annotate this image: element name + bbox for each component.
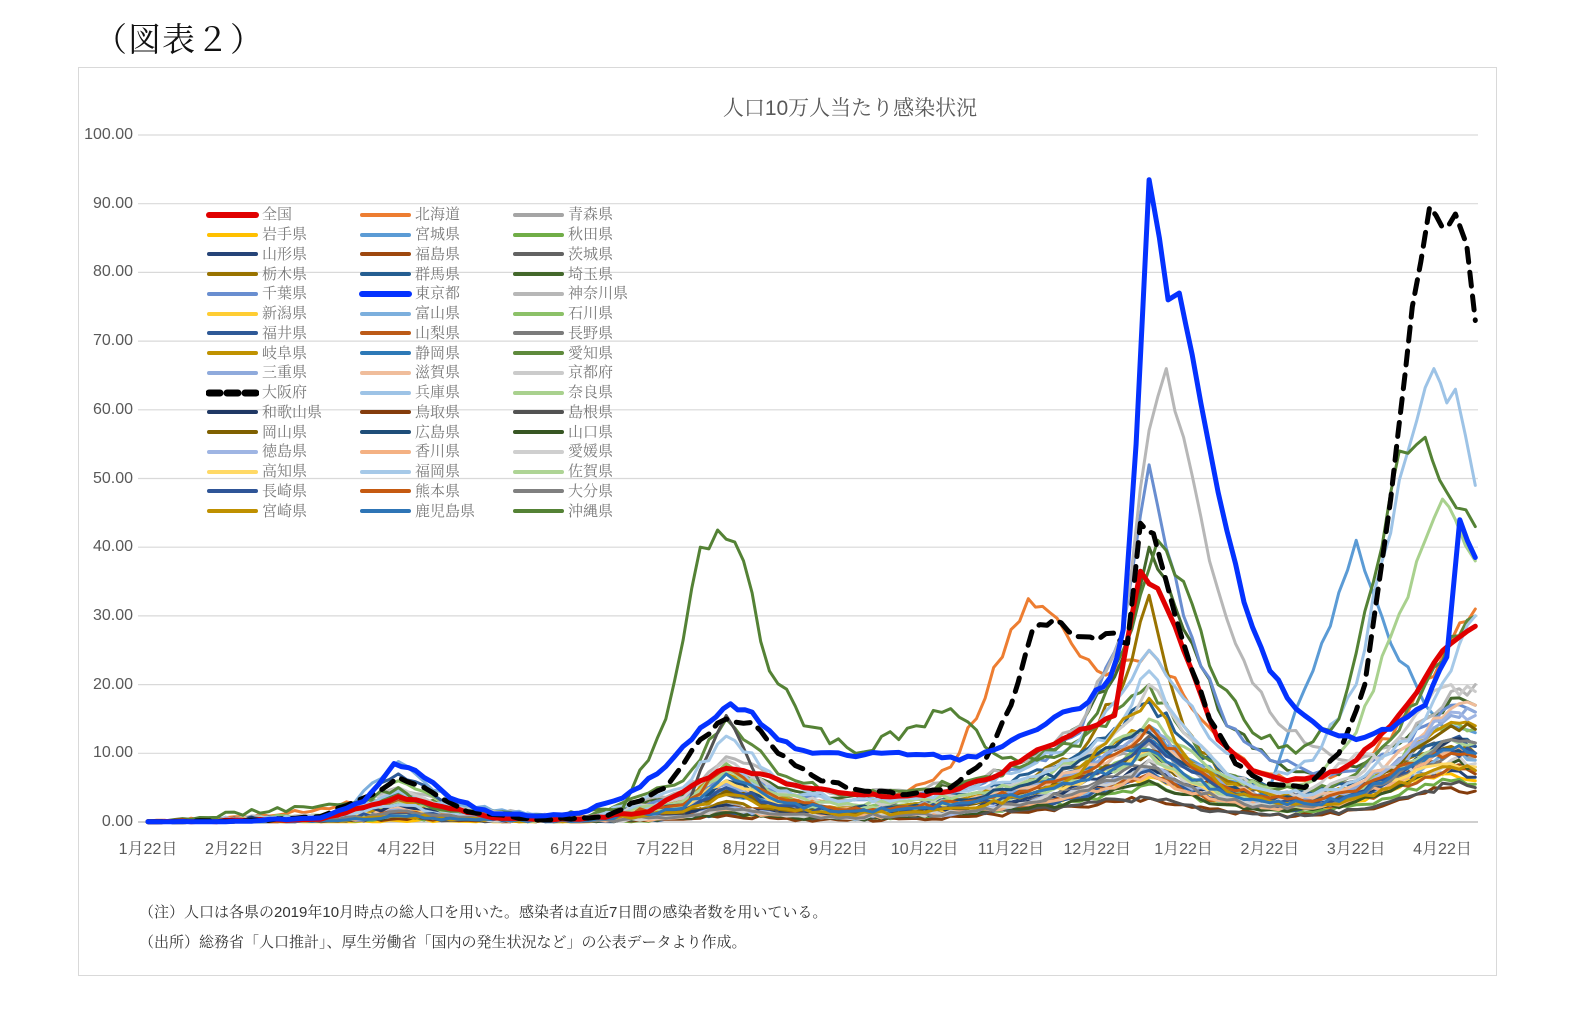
legend-swatch bbox=[206, 309, 259, 319]
legend-item-福井県 bbox=[206, 324, 359, 344]
legend-swatch bbox=[206, 427, 259, 437]
legend-item-大阪府 bbox=[206, 383, 359, 403]
legend-label: 広島県 bbox=[415, 423, 461, 441]
legend-label: 愛媛県 bbox=[568, 443, 614, 461]
legend-swatch bbox=[512, 230, 565, 240]
legend-swatch bbox=[512, 486, 565, 496]
legend-label: 神奈川県 bbox=[568, 285, 629, 303]
legend-swatch bbox=[206, 328, 259, 338]
legend-swatch bbox=[206, 467, 259, 477]
legend-item-栃木県 bbox=[206, 264, 359, 284]
legend-swatch bbox=[512, 269, 565, 279]
y-tick-label: 10.00 bbox=[92, 744, 133, 762]
legend-label: 宮城県 bbox=[415, 226, 461, 244]
legend-item-千葉県 bbox=[206, 284, 359, 304]
legend-item-北海道 bbox=[359, 205, 512, 225]
x-tick-label: 1月22日 bbox=[1154, 841, 1213, 858]
legend-swatch bbox=[512, 506, 565, 516]
y-tick-label: 80.00 bbox=[92, 263, 133, 281]
legend-label: 山口県 bbox=[568, 423, 614, 441]
x-tick-label: 5月22日 bbox=[463, 841, 523, 858]
legend-swatch bbox=[359, 269, 412, 279]
figure-label: （図表２） bbox=[94, 23, 264, 59]
legend-label: 長野県 bbox=[568, 324, 614, 342]
legend-item-宮城県 bbox=[359, 225, 512, 245]
x-tick-label: 1月22日 bbox=[118, 841, 178, 858]
legend-item-岐阜県 bbox=[206, 343, 359, 363]
note-line-1: （注）人口は各県の2019年10月時点の総人口を用いた。感染者は直近7日間の感染者数を用いている。 bbox=[139, 904, 828, 921]
legend-label: 福井県 bbox=[262, 324, 308, 342]
legend-label: 山形県 bbox=[262, 245, 308, 263]
legend-label: 島根県 bbox=[568, 403, 614, 421]
legend-swatch bbox=[359, 348, 412, 358]
legend-label: 北海道 bbox=[415, 206, 461, 224]
legend-swatch bbox=[359, 427, 412, 437]
x-tick-label: 10月22日 bbox=[890, 841, 959, 858]
legend-item-長崎県 bbox=[206, 482, 359, 502]
legend-item-群馬県 bbox=[359, 264, 512, 284]
legend-swatch bbox=[359, 388, 412, 398]
legend-item-高知県 bbox=[206, 462, 359, 482]
legend-item-東京都 bbox=[359, 284, 512, 304]
legend-label: 長崎県 bbox=[262, 482, 308, 500]
legend-item-山梨県 bbox=[359, 324, 512, 344]
legend-swatch bbox=[512, 447, 565, 457]
note-line-2: （出所）総務省「人口推計」、厚生労働省「国内の発生状況など」の公表データより作成。 bbox=[139, 934, 747, 951]
legend-label: 全国 bbox=[262, 206, 293, 224]
x-tick-label: 2月22日 bbox=[204, 841, 264, 858]
legend-swatch bbox=[359, 368, 412, 378]
legend-item-奈良県 bbox=[512, 383, 687, 403]
legend-item-神奈川県 bbox=[512, 284, 687, 304]
legend-item-岡山県 bbox=[206, 422, 359, 442]
legend-item-兵庫県 bbox=[359, 383, 512, 403]
legend-label: 滋賀県 bbox=[415, 364, 461, 382]
x-tick-label: 4月22日 bbox=[377, 841, 437, 858]
chart-title: 人口10万人当たり感染状況 bbox=[722, 97, 978, 120]
legend-swatch bbox=[359, 447, 412, 457]
y-tick-label: 100.00 bbox=[84, 126, 133, 143]
legend-swatch bbox=[512, 249, 565, 259]
legend-swatch bbox=[512, 407, 565, 417]
legend-label: 和歌山県 bbox=[262, 403, 323, 421]
legend-label: 茨城県 bbox=[568, 245, 614, 263]
legend-label: 福岡県 bbox=[415, 463, 461, 481]
legend-item-茨城県 bbox=[512, 245, 687, 265]
legend-item-岩手県 bbox=[206, 225, 359, 245]
legend-item-沖縄県 bbox=[512, 501, 687, 521]
legend-swatch bbox=[359, 289, 412, 299]
y-tick-label: 70.00 bbox=[92, 332, 133, 350]
legend-item-愛媛県 bbox=[512, 442, 687, 462]
x-tick-label: 7月22日 bbox=[636, 841, 696, 858]
y-tick-label: 90.00 bbox=[92, 194, 133, 212]
legend-label: 岐阜県 bbox=[262, 344, 308, 362]
legend-item-新潟県 bbox=[206, 304, 359, 324]
y-tick-label: 0.00 bbox=[101, 813, 133, 830]
legend-swatch bbox=[512, 388, 565, 398]
legend-swatch bbox=[359, 328, 412, 338]
legend-item-和歌山県 bbox=[206, 403, 359, 423]
legend-item-埼玉県 bbox=[512, 264, 687, 284]
legend-swatch bbox=[359, 309, 412, 319]
legend-label: 熊本県 bbox=[415, 482, 461, 500]
x-tick-label: 9月22日 bbox=[809, 841, 868, 858]
y-tick-label: 50.00 bbox=[92, 469, 133, 487]
legend-item-佐賀県 bbox=[512, 462, 687, 482]
legend-label: 香川県 bbox=[415, 443, 461, 461]
legend-item-広島県 bbox=[359, 422, 512, 442]
legend-swatch bbox=[206, 230, 259, 240]
legend-swatch bbox=[206, 348, 259, 358]
legend-swatch bbox=[359, 249, 412, 259]
legend-label: 徳島県 bbox=[262, 443, 308, 461]
legend-item-三重県 bbox=[206, 363, 359, 383]
y-tick-label: 20.00 bbox=[92, 675, 133, 693]
legend-item-青森県 bbox=[512, 205, 687, 225]
legend-label: 大阪府 bbox=[262, 384, 308, 402]
legend-label: 埼玉県 bbox=[568, 265, 614, 283]
legend-item-宮崎県 bbox=[206, 501, 359, 521]
legend-label: 三重県 bbox=[262, 364, 308, 382]
legend-label: 高知県 bbox=[262, 463, 308, 481]
legend-label: 静岡県 bbox=[415, 344, 461, 362]
legend-swatch bbox=[206, 210, 259, 220]
legend-item-徳島県 bbox=[206, 442, 359, 462]
x-tick-label: 8月22日 bbox=[722, 841, 782, 858]
legend-swatch bbox=[359, 467, 412, 477]
legend-item-秋田県 bbox=[512, 225, 687, 245]
legend-swatch bbox=[512, 368, 565, 378]
legend-label: 山梨県 bbox=[415, 324, 461, 342]
legend-item-静岡県 bbox=[359, 343, 512, 363]
legend-swatch bbox=[206, 486, 259, 496]
legend-item-香川県 bbox=[359, 442, 512, 462]
legend-swatch bbox=[512, 467, 565, 477]
legend-item-京都府 bbox=[512, 363, 687, 383]
legend-label: 岡山県 bbox=[262, 423, 308, 441]
y-tick-label: 60.00 bbox=[92, 400, 133, 418]
legend-swatch bbox=[206, 368, 259, 378]
legend-item-富山県 bbox=[359, 304, 512, 324]
legend-item-長野県 bbox=[512, 324, 687, 344]
legend-item-滋賀県 bbox=[359, 363, 512, 383]
legend-label: 兵庫県 bbox=[415, 384, 461, 402]
legend-item-福島県 bbox=[359, 245, 512, 265]
legend-label: 東京都 bbox=[415, 285, 461, 303]
x-tick-label: 6月22日 bbox=[550, 841, 609, 858]
legend-swatch bbox=[359, 506, 412, 516]
legend-label: 新潟県 bbox=[262, 305, 308, 323]
legend-label: 青森県 bbox=[568, 206, 614, 224]
legend-label: 宮崎県 bbox=[262, 502, 308, 520]
legend-swatch bbox=[359, 486, 412, 496]
legend-item-鳥取県 bbox=[359, 403, 512, 423]
legend-label: 福島県 bbox=[415, 245, 461, 263]
legend-item-山形県 bbox=[206, 245, 359, 265]
legend-item-島根県 bbox=[512, 403, 687, 423]
legend-item-鹿児島県 bbox=[359, 501, 512, 521]
legend-label: 大分県 bbox=[568, 482, 614, 500]
x-tick-label: 4月22日 bbox=[1413, 841, 1472, 858]
legend-swatch bbox=[512, 427, 565, 437]
x-tick-label: 2月22日 bbox=[1240, 841, 1300, 858]
legend-label: 石川県 bbox=[568, 305, 614, 323]
legend-label: 鳥取県 bbox=[415, 403, 461, 421]
legend-item-全国 bbox=[206, 205, 359, 225]
y-tick-label: 30.00 bbox=[92, 606, 133, 624]
legend-swatch bbox=[512, 348, 565, 358]
legend-swatch bbox=[512, 309, 565, 319]
legend-label: 鹿児島県 bbox=[415, 502, 476, 520]
legend-label: 千葉県 bbox=[262, 285, 308, 303]
legend-label: 富山県 bbox=[415, 305, 461, 323]
legend-item-山口県 bbox=[512, 422, 687, 442]
legend-label: 岩手県 bbox=[262, 226, 308, 244]
legend-swatch bbox=[206, 269, 259, 279]
legend-item-福岡県 bbox=[359, 462, 512, 482]
legend-swatch bbox=[359, 407, 412, 417]
chart-notes bbox=[139, 898, 827, 958]
chart-legend bbox=[206, 205, 687, 521]
legend-item-石川県 bbox=[512, 304, 687, 324]
legend-item-愛知県 bbox=[512, 343, 687, 363]
legend-label: 栃木県 bbox=[262, 265, 308, 283]
legend-label: 秋田県 bbox=[568, 226, 614, 244]
legend-swatch bbox=[206, 407, 259, 417]
x-tick-label: 11月22日 bbox=[977, 841, 1045, 858]
legend-swatch bbox=[206, 388, 259, 398]
x-tick-label: 3月22日 bbox=[291, 841, 350, 858]
legend-item-熊本県 bbox=[359, 482, 512, 502]
legend-swatch bbox=[512, 289, 565, 299]
y-tick-label: 40.00 bbox=[92, 538, 133, 556]
legend-label: 佐賀県 bbox=[568, 463, 614, 481]
legend-label: 京都府 bbox=[568, 364, 614, 382]
legend-swatch bbox=[206, 289, 259, 299]
legend-label: 沖縄県 bbox=[568, 502, 614, 520]
legend-label: 群馬県 bbox=[415, 265, 461, 283]
legend-item-大分県 bbox=[512, 482, 687, 502]
legend-swatch bbox=[512, 328, 565, 338]
legend-swatch bbox=[359, 230, 412, 240]
x-tick-label: 12月22日 bbox=[1063, 841, 1132, 858]
legend-swatch bbox=[206, 249, 259, 259]
x-tick-label: 3月22日 bbox=[1326, 841, 1386, 858]
legend-label: 愛知県 bbox=[568, 344, 614, 362]
legend-swatch bbox=[512, 210, 565, 220]
legend-swatch bbox=[359, 210, 412, 220]
legend-swatch bbox=[206, 447, 259, 457]
legend-label: 奈良県 bbox=[568, 384, 614, 402]
legend-swatch bbox=[206, 506, 259, 516]
